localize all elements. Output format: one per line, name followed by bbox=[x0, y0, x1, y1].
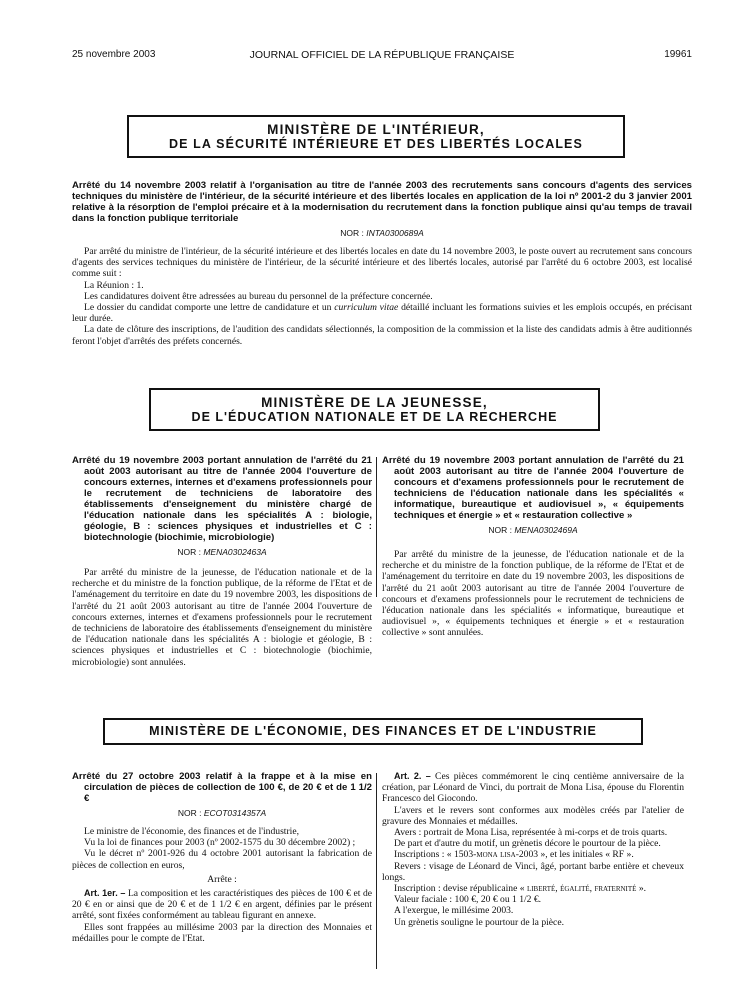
nor-reference: NOR : ECOT0314357A bbox=[177, 808, 267, 818]
header-date: 25 novembre 2003 bbox=[72, 49, 156, 60]
decree-title: Arrêté du 27 octobre 2003 relatif à la frappe et à la mise en circulation de pièces de collection de 100 €, de 20 € et de 1 1/2 € bbox=[72, 771, 372, 804]
running-header bbox=[72, 49, 692, 63]
decree-body: Le ministre de l'économie, des finances et de l'industrie, Vu la loi de finances pour 2003 (nº 2002-1575 du 30 décembre 2002) ; Vu le décret nº 2001-926 du 4 octobre 2001 autorisant la fabrication de pièces de collection en euros, Arrête : Art. 1er. – La composition et les caractéristiques des pièces de 100 € et de 20 € en or ainsi que de 20 € et de 1 1/2 € en argent, définies par le présent arrêté, sont fixées conformément au tableau figurant en annexe. Elles sont frappées au millésime 2003 par la direction des Monnaies et médailles pour le compte de l'Etat. bbox=[72, 826, 372, 944]
ministry-line-1: MINISTÈRE DE L'INTÉRIEUR, bbox=[267, 122, 485, 137]
ministry-line: MINISTÈRE DE L'ÉCONOMIE, DES FINANCES ET DE L'INDUSTRIE bbox=[149, 724, 597, 738]
article-label: Art. 2. – bbox=[394, 771, 431, 781]
nor-code: ECOT0314357A bbox=[203, 808, 267, 818]
arrete-heading: Arrête : bbox=[207, 873, 237, 885]
article-label: Art. 1er. – bbox=[84, 888, 126, 899]
ministry-box-interieur bbox=[127, 115, 625, 158]
header-page-number: 19961 bbox=[664, 49, 692, 60]
decree-body-continued: Art. 2. – Ces pièces commémorent le cinq centième anniversaire de la création, par Léonard de Vinci, du portrait de Mona Lisa, épouse du Florentin Francesco del Giocondo. L'avers et le revers sont conformes aux modèles créés par l'atelier de gravure des Monnaies et médailles. Avers : portrait de Mona Lisa, représentée à mi-corps et de trois quarts. De part et d'autre du motif, un grènetis décore le pourtour de la pièce. Inscriptions : « 1503-mona lisa-2003 », et les initiales « RF ». Revers : visage de Léonard de Vinci, âgé, portant barbe entière et cheveux longs. Inscription : devise républicaine « liberté, égalité, fraternité ». Valeur faciale : 100 €, 20 € ou 1 1/2 €. A l'exergue, le millésime 2003. Un grènetis souligne le pourtour de la pièce. bbox=[382, 771, 684, 928]
column-divider bbox=[376, 457, 377, 597]
decree-education-left bbox=[72, 455, 372, 668]
ministry-line-2: DE L'ÉDUCATION NATIONALE ET DE LA RECHERCHE bbox=[191, 410, 558, 424]
ministry-box-education bbox=[149, 388, 600, 431]
ministry-box-economie bbox=[103, 718, 643, 745]
nor-reference: NOR : MENA0302463A bbox=[177, 547, 267, 557]
nor-code: MENA0302469A bbox=[514, 525, 578, 535]
header-journal-title: JOURNAL OFFICIEL DE LA RÉPUBLIQUE FRANÇAISE bbox=[249, 49, 515, 61]
decree-title: Arrêté du 19 novembre 2003 portant annulation de l'arrêté du 21 août 2003 autorisant au titre de l'année 2004 l'ouverture de concours et d'examens professionnels pour le recrutement de techniciens de l'éducation nationale dans les spécialités « informatique, bureautique et audiovisuel », « équipements techniques et énergie » et « restauration collective » bbox=[382, 455, 684, 521]
decree-interieur bbox=[72, 180, 692, 347]
decree-title: Arrêté du 19 novembre 2003 portant annulation de l'arrêté du 21 août 2003 autorisant au titre de l'année 2004 l'ouverture de concours externes, internes et d'examens professionnels pour le recrutement de techniciens de laboratoire des établissements d'enseignement du ministère chargé de l'éducation nationale dans les spécialités A : biologie, géologie, B : sciences physiques et industrielles et C : biotechnologie (biochimie, microbiologie) bbox=[72, 455, 372, 543]
decree-body: Par arrêté du ministre de la jeunesse, de l'éducation nationale et de la recherche et du ministre de la fonction publique, de la réforme de l'Etat et de l'aménagement du territoire en date du 19 novembre 2003, les dispositions de l'arrêté du 21 août 2003 autorisant au titre de l'année 2004 l'ouverture de concours externes, internes et d'examens professionnels pour le recrutement de techniciens de laboratoire des établissements d'enseignement du ministère de l'éducation nationale dans les spécialités A : biologie et géologie, B : sciences physiques et industrielles et C : biotechnologie (biochimie, microbiologie) sont annulées. bbox=[72, 567, 372, 668]
ministry-line-2: DE LA SÉCURITÉ INTÉRIEURE ET DES LIBERTÉS LOCALES bbox=[169, 137, 583, 151]
decree-economie-right bbox=[382, 771, 684, 928]
decree-education-right bbox=[382, 455, 684, 639]
nor-reference: NOR : MENA0302469A bbox=[488, 525, 578, 535]
nor-reference: NOR : INTA0300689A bbox=[340, 228, 424, 238]
decree-body: Par arrêté du ministre de l'intérieur, de la sécurité intérieure et des libertés locales en date du 14 novembre 2003, le poste ouvert au recrutement sans concours d'agents des services techniques du ministère de l'intérieur, de la sécurité intérieure et des libertés locales, autorisé par l'arrêté du 6 octobre 2003, est localisé comme suit : La Réunion : 1. Les candidatures doivent être adressées au bureau du personnel de la préfecture concernée. Le dossier du candidat comporte une lettre de candidature et un curriculum vitae détaillé incluant les formations suivies et les emplois occupés, en précisant leur durée. La date de clôture des inscriptions, de l'audition des candidats sélectionnés, la composition de la commission et la liste des candidats admis à être auditionnés feront l'objet d'arrêtés des préfets concernés. bbox=[72, 246, 692, 347]
decree-title: Arrêté du 14 novembre 2003 relatif à l'organisation au titre de l'année 2003 des recrutements sans concours d'agents des services techniques du ministère de l'intérieur, de la sécurité intérieure et des libertés locales en application de la loi nº 2001-2 du 3 janvier 2001 relative à la résorption de l'emploi précaire et à la modernisation du recrutement dans la fonction publique ainsi qu'au temps de travail dans la fonction publique territoriale bbox=[72, 180, 692, 224]
ministry-line-1: MINISTÈRE DE LA JEUNESSE, bbox=[261, 395, 488, 410]
column-divider bbox=[376, 773, 377, 969]
decree-economie-left bbox=[72, 771, 372, 944]
decree-body: Par arrêté du ministre de la jeunesse, de l'éducation nationale et de la recherche et du ministre de la fonction publique, de la réforme de l'Etat et de l'aménagement du territoire en date du 19 novembre 2003, les dispositions de l'arrêté du 21 août 2003 autorisant au titre de l'année 2004 l'ouverture de concours et d'examens professionnels pour le recrutement de techniciens de l'éducation nationale dans les spécialités « informatique, bureautique et audiovisuel », « équipements techniques et énergie » et « restauration collective » sont annulées. bbox=[382, 549, 684, 639]
nor-code: MENA0302463A bbox=[203, 547, 267, 557]
nor-code: INTA0300689A bbox=[366, 228, 424, 238]
